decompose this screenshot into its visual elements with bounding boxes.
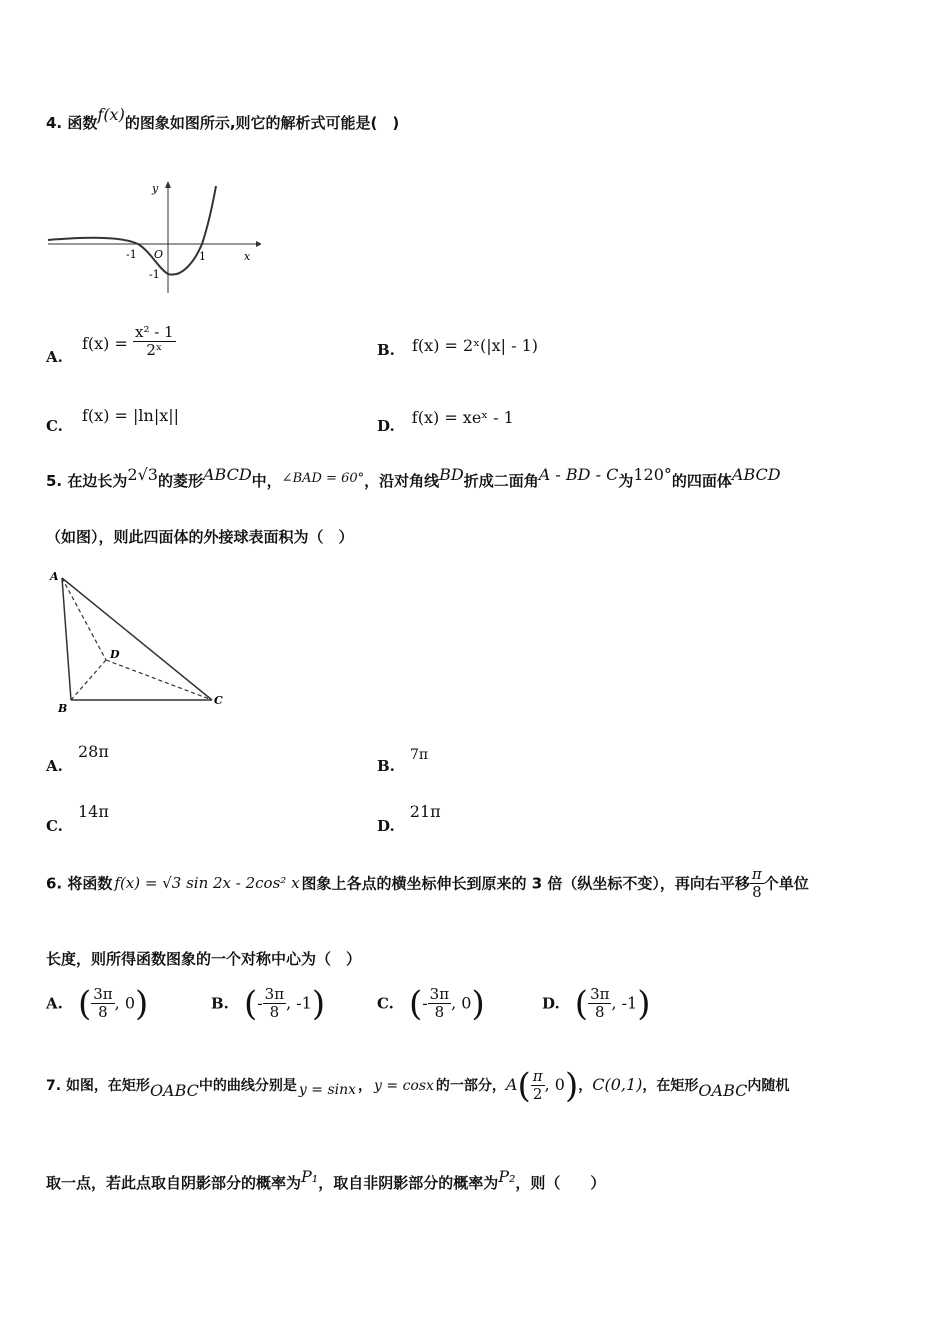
q4-stem [46, 105, 400, 133]
q6-option-c-frac [428, 986, 451, 1022]
q6-option-b-tail: , -1 [286, 993, 312, 1013]
q5-m6: 120° [633, 465, 672, 484]
q6-option-d-label: D. [542, 994, 560, 1013]
q4-option-c-expr: f(x) = |ln|x|| [82, 406, 180, 425]
q6-option-b-num: 3π [264, 985, 285, 1003]
q6-option-a-tail: , 0 [114, 993, 135, 1013]
q4-option-d-label: D. [377, 417, 395, 435]
q5-number: 5. [46, 472, 63, 490]
q6-shift-num: π [751, 865, 762, 883]
q6-option-a-num: 3π [93, 985, 113, 1003]
q7-stem-line2 [46, 1167, 606, 1193]
q5-option-a-label: A. [46, 757, 63, 775]
q5-vertex-c: C [214, 694, 223, 707]
q6-option-d-lparen: ( [574, 983, 589, 1024]
q5-t6: 为 [618, 472, 634, 490]
q5-m7: ABCD [731, 465, 781, 484]
q6-option-c-label: C. [377, 994, 394, 1013]
q5-t1: 在边长为 [67, 472, 128, 490]
q4-option-a-num: x² - 1 [134, 323, 174, 341]
q4-text-pre: 函数 [67, 114, 98, 132]
q4-tick-m1: -1 [126, 248, 137, 261]
q5-option-d-label: D. [377, 817, 395, 835]
q7-l2b: ，取自非阴影部分的概率为 [318, 1174, 499, 1192]
q4-origin-label: O [154, 248, 164, 261]
q6-t3: 个单位 [763, 874, 809, 893]
q7-a-frac [531, 1068, 545, 1104]
q5-vertex-b: B [58, 702, 68, 714]
q4-text-post: 的图象如图所示,则它的解析式可能是( ) [124, 114, 400, 132]
q5-t5: 折成二面角 [463, 472, 539, 490]
q7-t7: 内随机 [747, 1077, 790, 1094]
q6-option-b-den: 8 [269, 1003, 280, 1022]
q6-shift-frac [750, 866, 764, 902]
q6-option-a-label: A. [46, 994, 63, 1013]
q4-option-a-frac [133, 324, 176, 360]
q5-m3: ∠BAD = 60° [281, 471, 365, 486]
q5-vertex-d: D [110, 648, 120, 661]
q6-option-d-den: 8 [594, 1003, 605, 1022]
q5-edge-dc [106, 660, 212, 700]
q7-t1: 如图，在矩形 [65, 1077, 150, 1094]
q7-m2: y = sinx [298, 1081, 357, 1098]
q4-number: 4. [46, 114, 63, 132]
q5-stem-line2: （如图），则此四面体的外接球表面积为（ ） [46, 528, 354, 546]
q6-option-a-rparen: ) [135, 983, 149, 1024]
q6-option-a-lparen: ( [77, 983, 92, 1024]
q6-option-b[interactable] [211, 983, 326, 1024]
q7-t3: ， [358, 1077, 373, 1094]
q6-stem [46, 866, 809, 902]
q4-y-label: y [152, 182, 159, 195]
q4-tick-ym1: -1 [149, 268, 160, 281]
q5-m5: A - BD - C [538, 465, 619, 484]
q5-option-a-val: 28π [77, 742, 109, 761]
q7-t5: ， [578, 1077, 593, 1094]
q7-a-num: π [532, 1067, 543, 1085]
q6-number: 6. [46, 874, 63, 893]
q6-option-d[interactable] [542, 983, 651, 1024]
q7-t2: 中的曲线分别是 [198, 1077, 297, 1094]
q4-fx: f(x) [97, 105, 125, 124]
q6-option-a-den: 8 [98, 1003, 108, 1022]
q4-option-c[interactable] [46, 406, 180, 435]
q4-graph [46, 178, 261, 298]
q5-m1: 2√3 [127, 465, 158, 484]
q5-t2: 的菱形 [157, 472, 203, 490]
q6-option-b-frac [263, 986, 286, 1022]
q4-x-arrow [256, 241, 261, 247]
q7-pt-c: C(0,1) [592, 1074, 643, 1094]
q6-option-a-frac [91, 986, 114, 1022]
q5-option-b[interactable] [377, 744, 429, 775]
q6-expr: f(x) = √3 sin 2x - 2cos² x [114, 874, 300, 893]
q7-l2c: ，则（ ） [515, 1174, 606, 1192]
q7-t4: 的一部分， [435, 1077, 506, 1094]
q5-edge-ab [62, 578, 71, 700]
q4-option-a-lhs: f(x) = [81, 334, 128, 353]
q7-m1: OABC [149, 1080, 199, 1100]
q6-option-b-sign: - [257, 993, 263, 1013]
q4-tick-p1: 1 [199, 250, 206, 263]
q4-option-d-expr: f(x) = xeˣ - 1 [411, 408, 514, 427]
q5-option-c[interactable] [46, 802, 109, 835]
q5-m2: ABCD [202, 465, 252, 484]
q7-a-den: 2 [532, 1085, 543, 1104]
q7-number: 7. [46, 1077, 62, 1094]
q6-option-b-lparen: ( [244, 983, 258, 1024]
q7-pt-a-lparen: ( [517, 1065, 531, 1106]
q7-a-tail: , 0 [544, 1074, 565, 1094]
q7-pt-a-rparen: ) [564, 1065, 579, 1106]
q4-option-b[interactable] [377, 336, 539, 359]
q6-option-c-lparen: ( [409, 983, 423, 1024]
q5-tetrahedron-figure [46, 566, 236, 714]
q4-y-arrow [165, 181, 171, 188]
q4-curve [48, 186, 216, 275]
q6-option-d-frac [588, 986, 611, 1022]
q5-option-b-label: B. [377, 757, 395, 775]
q7-p1: P₁ [301, 1167, 319, 1186]
q6-t2: 图象上各点的横坐标伸长到原来的 3 倍（纵坐标不变），再向右平移 [301, 874, 750, 893]
q6-option-a[interactable] [46, 983, 149, 1024]
q5-option-a[interactable] [46, 742, 109, 775]
q6-option-c-sign: - [422, 993, 428, 1013]
q4-option-d[interactable] [377, 408, 514, 435]
q5-option-d-val: 21π [409, 802, 441, 821]
q7-t6: ，在矩形 [642, 1077, 699, 1094]
q6-option-d-rparen: ) [637, 983, 651, 1024]
q6-option-c[interactable] [377, 983, 485, 1024]
q5-edge-bd [71, 660, 106, 700]
q5-option-d[interactable] [377, 802, 441, 835]
q6-option-c-num: 3π [429, 985, 450, 1003]
q5-option-c-val: 14π [78, 802, 109, 821]
q6-option-c-tail: , 0 [451, 993, 472, 1013]
q5-edge-ac [62, 578, 212, 700]
q7-stem [46, 1065, 790, 1106]
q4-option-c-label: C. [46, 417, 63, 435]
q4-option-a[interactable] [46, 324, 176, 366]
q7-pt-a: A [505, 1074, 518, 1094]
q6-option-d-tail: , -1 [611, 993, 638, 1013]
q5-t3: 中， [251, 472, 282, 490]
q4-option-b-label: B. [377, 341, 395, 359]
q6-option-c-rparen: ) [471, 983, 485, 1024]
q7-l2a: 取一点，若此点取自阴影部分的概率为 [46, 1174, 302, 1192]
q4-option-a-den: 2ˣ [146, 341, 163, 360]
q4-option-a-label: A. [46, 348, 63, 366]
q7-p2: P₂ [498, 1167, 516, 1186]
q5-t4: ，沿对角线 [364, 472, 440, 490]
q6-stem-line2: 长度，则所得函数图象的一个对称中心为（ ） [46, 950, 362, 968]
q5-stem [46, 465, 781, 491]
q6-option-b-rparen: ) [311, 983, 326, 1024]
q6-t1: 将函数 [67, 874, 113, 893]
q7-m4: OABC [698, 1080, 748, 1100]
q6-shift-den: 8 [752, 883, 762, 902]
q5-m4: BD [439, 465, 464, 484]
q7-m3: y = cosx [374, 1077, 434, 1094]
q6-option-b-label: B. [211, 994, 229, 1013]
q6-option-c-den: 8 [434, 1003, 445, 1022]
q4-x-label: x [244, 250, 251, 263]
q5-option-b-val: 7π [410, 747, 429, 763]
q5-edge-ad [62, 578, 106, 660]
q5-t7: 的四面体 [671, 472, 732, 490]
q5-option-c-label: C. [46, 817, 63, 835]
q5-vertex-a: A [50, 570, 59, 583]
q6-option-d-num: 3π [590, 985, 610, 1003]
q4-option-b-expr: f(x) = 2ˣ(|x| - 1) [412, 336, 539, 355]
